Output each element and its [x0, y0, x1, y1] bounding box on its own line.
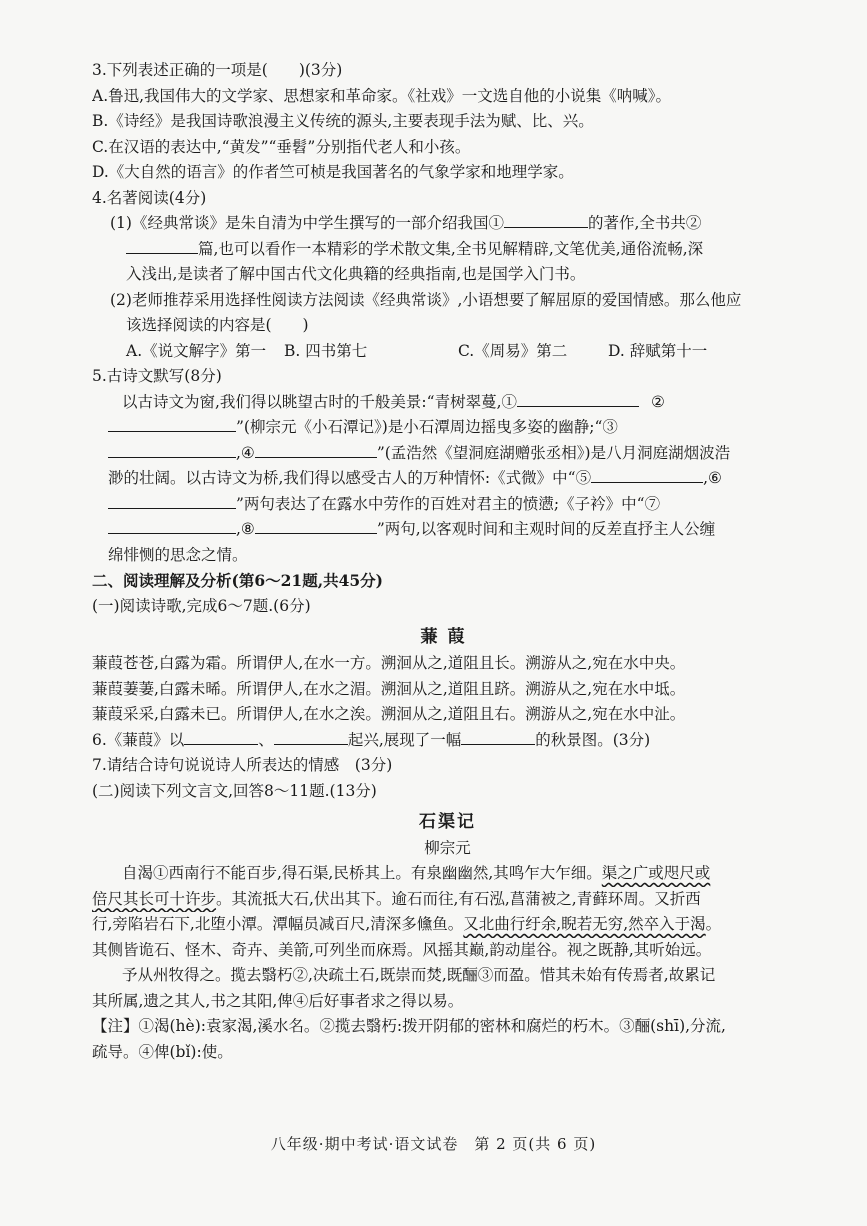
answer-blank-5[interactable]: [108, 441, 236, 458]
q5-text-9: ,⑧: [236, 520, 255, 538]
answer-blank-11[interactable]: [184, 728, 258, 745]
q3-stem: 3.下列表述正确的一项是( )(3分): [92, 61, 343, 79]
q4-p1-text-b: 的著作,全书共②: [587, 214, 702, 232]
q5-line1: [92, 390, 803, 416]
q4-option-c: C.《周易》第二: [458, 341, 568, 360]
q5-line7: 绵悱恻的思念之情。: [108, 545, 248, 564]
q5-line6: [92, 517, 803, 543]
essay-line-4: 其侧皆诡石、怪木、奇卉、美箭,可列坐而庥焉。风摇其巅,韵动崖谷。视之既静,其听始远。: [92, 940, 712, 959]
q4-p1-line2: [92, 237, 803, 263]
answer-blank-12[interactable]: [274, 728, 348, 745]
q5-line3: [92, 441, 803, 467]
q6-text-a: 6.《蒹葭》以: [92, 730, 185, 749]
essay-text-1: 自渴①西南行不能百步,得石渠,民桥其上。有泉幽幽然,其鸣乍大乍细。: [122, 864, 602, 882]
essay-note-1: 【注】①渴(hè):袁家渴,溪水名。②揽去翳朽:拨开阴郁的密林和腐烂的朽木。③酾(shī),分流,: [92, 1017, 726, 1035]
essay-underlined-2: 倍尺其长可十许步: [92, 889, 217, 908]
q5-text-10: ”两句,以客观时间和主观时间的反差直抒主人公缠: [376, 520, 716, 538]
q4-option-b: B. 四书第七: [284, 341, 368, 360]
answer-blank-4[interactable]: [108, 415, 236, 432]
q5-line5: [92, 492, 803, 518]
q5-line2: [92, 415, 803, 441]
q4-stem: 4.名著阅读(4分): [92, 188, 207, 207]
essay-text-3: 行,旁陷岩石下,北堕小潭。潭幅员减百尺,清深多儵鱼。: [92, 915, 464, 933]
part2-sub1: (一)阅读诗歌,完成6～7题.(6分): [92, 596, 311, 615]
q4-option-d: D. 辞赋第十一: [608, 341, 708, 360]
essay-line-5: 予从州牧得之。揽去翳朽②,决疏土石,既崇而焚,既酾③而盈。惜其未始有传焉者,故累记: [122, 966, 716, 984]
q3-option-c: C.在汉语的表达中,“黄发”“垂髫”分别指代老人和小孩。: [92, 137, 471, 156]
poem-line-2: 蒹葭萋萋,白露未晞。所谓伊人,在水之湄。溯洄从之,道阻且跻。溯游从之,宛在水中坻。: [92, 679, 686, 698]
q6-text-b: 、: [258, 730, 274, 749]
q4-p2-line2: 该选择阅读的内容是( ): [126, 316, 309, 334]
q4-p1-line1: [92, 211, 803, 237]
essay-line-2: [92, 887, 803, 913]
answer-blank-9[interactable]: [108, 517, 236, 534]
answer-blank-10[interactable]: [255, 517, 377, 534]
q4-p1-line3: 入浅出,是读者了解中国古代文化典籍的经典指南,也是国学入门书。: [126, 265, 586, 283]
q3-option-d: D.《大自然的语言》的作者竺可桢是我国著名的气象学家和地理学家。: [92, 163, 574, 181]
q6: [92, 728, 803, 754]
part2-sub2: (二)阅读下列文言文,回答8～11题.(13分): [92, 781, 377, 800]
q5-text-4: ,④: [236, 443, 255, 462]
answer-blank-8[interactable]: [108, 492, 236, 509]
q5-text-3: ”(柳宗元《小石潭记》)是小石潭周边摇曳多姿的幽静;“③: [236, 418, 618, 436]
answer-blank-3[interactable]: [517, 390, 639, 407]
essay-line-3: [92, 912, 803, 938]
answer-blank-7[interactable]: [591, 466, 703, 483]
part2-heading: 二、阅读理解及分析(第6～21题,共45分): [92, 571, 383, 590]
q3-option-b: B.《诗经》是我国诗歌浪漫主义传统的源头,主要表现手法为赋、比、兴。: [92, 112, 594, 130]
poem-line-1: 蒹葭苍苍,白露为霜。所谓伊人,在水一方。溯洄从之,道阻且长。溯游从之,宛在水中央。: [92, 654, 686, 672]
q5-text-1: 以古诗文为窗,我们得以眺望古时的千般美景:“青树翠蔓,①: [122, 392, 518, 411]
q6-text-d: 的秋景图。(3分): [535, 730, 651, 749]
answer-blank-1[interactable]: [504, 211, 588, 228]
page-footer: 八年级·期中考试·语文试卷 第 2 页(共 6 页): [270, 1135, 597, 1153]
q5-stem: 5.古诗文默写(8分): [92, 367, 222, 385]
q5-text-7: ,⑥: [703, 469, 722, 487]
q6-text-c: 起兴,展现了一幅: [347, 730, 462, 749]
essay-text-2: 。其流抵大石,伏出其下。逾石而往,有石泓,菖蒲被之,青藓环周。又折西: [216, 889, 701, 908]
q4-option-a: A.《说文解字》第一: [126, 341, 267, 360]
q7: 7.请结合诗句说说诗人所表达的情感 (3分): [92, 756, 393, 774]
q4-p1-text-a: (1)《经典常谈》是朱自清为中学生撰写的一部介绍我国①: [110, 214, 504, 232]
essay-text-3-end: 。: [705, 915, 722, 933]
essay-note-2: 疏导。④俾(bǐ):使。: [92, 1042, 233, 1061]
q5-line4: [92, 466, 803, 492]
answer-blank-13[interactable]: [461, 728, 535, 745]
q5-text-5: ”(孟浩然《望洞庭湖赠张丞相》)是八月洞庭湖烟波浩: [376, 443, 731, 462]
q3-option-a: A.鲁迅,我国伟大的文学家、思想家和革命家。《社戏》一文选自他的小说集《呐喊》。: [92, 86, 672, 105]
essay-line-6: 其所属,遗之其人,书之其阳,俾④后好事者求之得以易。: [92, 991, 464, 1010]
q5-text-8: ”两句表达了在露水中劳作的百姓对君主的愤懑;《子衿》中“⑦: [236, 494, 661, 513]
poem-title: 蒹葭: [420, 627, 475, 647]
q4-p2-line1: (2)老师推荐采用选择性阅读方法阅读《经典常谈》,小语想要了解屈原的爱国情感。那么他应: [110, 290, 742, 309]
answer-blank-2[interactable]: [126, 237, 198, 254]
q4-options: [92, 339, 803, 365]
essay-title: 石渠记: [419, 812, 476, 832]
essay-author: 柳宗元: [424, 839, 471, 857]
essay-underlined-1: 渠之广或咫尺或: [601, 864, 711, 882]
essay-underlined-3: 又北曲行纡余,睨若无穷,然卒入于渴: [463, 915, 706, 933]
poem-line-3: 蒹葭采采,白露未已。所谓伊人,在水之涘。溯洄从之,道阻且右。溯游从之,宛在水中沚。: [92, 705, 686, 723]
q4-p1-text-c: 篇,也可以看作一本精彩的学术散文集,全书见解精辟,文笔优美,通俗流畅,深: [198, 239, 704, 258]
essay-line-1: [92, 861, 803, 887]
q5-text-2: ②: [651, 392, 665, 411]
q5-text-6: 渺的壮阔。以古诗文为桥,我们得以感受古人的万种情怀:《式微》中“⑤: [108, 469, 592, 487]
answer-blank-6[interactable]: [255, 441, 377, 458]
